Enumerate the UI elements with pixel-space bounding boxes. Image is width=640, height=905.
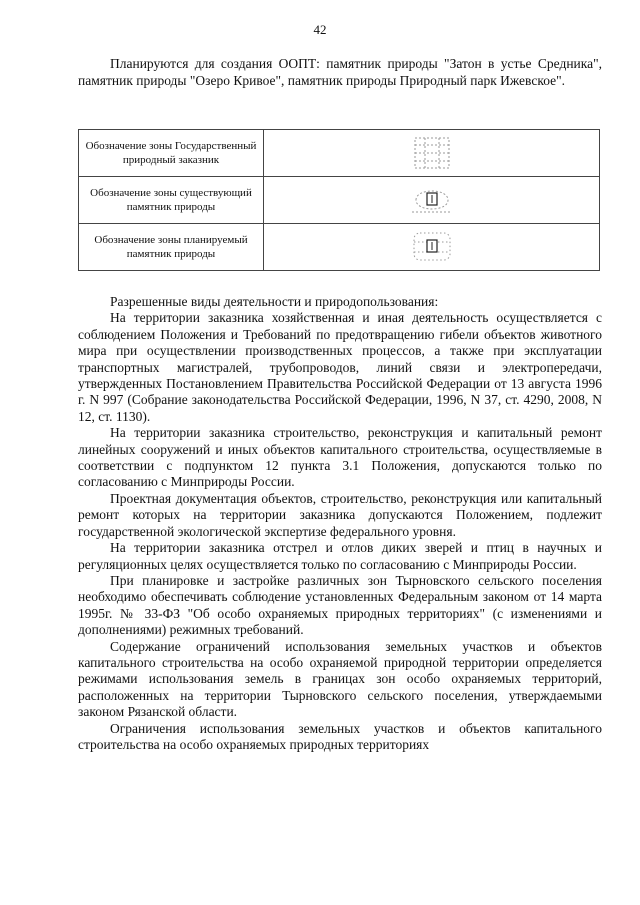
page-number: 42 [313, 22, 327, 37]
legend-label: Обозначение зоны Государственный природный заказник [79, 130, 264, 177]
paragraph: На территории заказника хозяйственная и иная деятельность осуществляется с соблюдением Положения и Требований по предотвращению гибели объектов животного мира при осуществлении производственных процессов, а также при эксплуатации транспортных магистралей, трубопроводов, линий связи и электропередачи, утвержденных Постановлением Правительства Российской Федерации от 13 августа 1996 г. N 997 (Собрание законодательства Российской Федерации, 1996, N 37, ст. 4290, 2008, N 12, ст. 1130). [78, 310, 602, 424]
intro-paragraph: Планируются для создания ООПТ: памятник природы "Затон в устье Средника", памятник природы "Озеро Кривое", памятник природы Природный парк Ижевское". [78, 56, 602, 88]
legend-row-zakaznik [79, 130, 600, 177]
legend-label: Обозначение зоны существующий памятник природы [79, 177, 264, 224]
paragraph: На территории заказника отстрел и отлов диких зверей и птиц в научных и регуляционных целях осуществляется только по согласованию с Минприроды России. [78, 540, 602, 572]
existing-monument-icon [410, 183, 454, 217]
legend-symbol-cell [264, 177, 600, 224]
body-text [78, 294, 602, 753]
legend-symbol-cell [264, 224, 600, 271]
section-heading: Разрешенные виды деятельности и природопользования: [110, 294, 439, 309]
legend-row-planned-monument [79, 224, 600, 271]
planned-monument-icon [410, 230, 454, 264]
paragraph: Ограничения использования земельных участков и объектов капитального строительства на особо охраняемых природных территориях [78, 720, 602, 752]
paragraph: На территории заказника строительство, реконструкция и капитальный ремонт линейных сооружений и иных объектов капитального строительства, осуществляемые в соответствии с подпунктом 12 пункта 3.1 Положения, допускаются только по согласованию с Минприроды России. [78, 425, 602, 490]
legend-table [78, 129, 600, 271]
paragraph: Содержание ограничений использования земельных участков и объектов капитального строительства на особо охраняемой природной территории определяется режимами использования земель в границах зон особо охраняемых территорий, расположенных на территории Тырновского сельского поселения, утверждаемыми законом Рязанской области. [78, 638, 602, 720]
legend-symbol-cell [264, 130, 600, 177]
zapovednik-hatch-icon [413, 136, 451, 170]
paragraph: При планировке и застройке различных зон Тырновского сельского поселения необходимо обеспечивать соблюдение установленных Федеральным законом от 14 марта 1995г. № 33-ФЗ "Об особо охраняемых природных территориях" (с изменениями и дополнениями) режимных требований. [78, 572, 602, 638]
legend-label: Обозначение зоны планируемый памятник природы [79, 224, 264, 271]
paragraph: Проектная документация объектов, строительство, реконструкция или капитальный ремонт которых на территории заказника допускаются Положением, подлежит государственной экологической экспертизе федерального уровня. [78, 490, 602, 539]
legend-row-existing-monument [79, 177, 600, 224]
